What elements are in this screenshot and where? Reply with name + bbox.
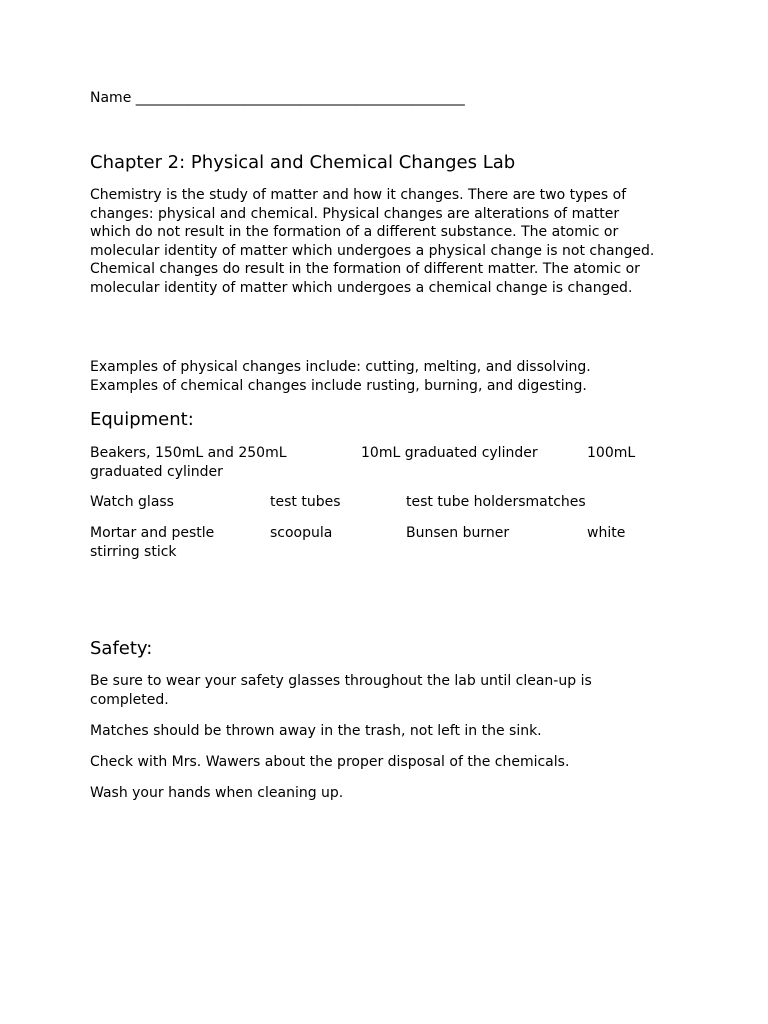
equipment-row [90, 524, 670, 564]
safety-item: Matches should be thrown away in the trash, not left in the sink. [90, 722, 542, 739]
name-blank-line: _______________________________________________ [135, 90, 465, 106]
equipment-item: Mortar and pestle [90, 525, 215, 541]
equipment-heading: Equipment: [90, 409, 194, 430]
equipment-item: test tubes [270, 494, 341, 510]
chapter-title: Chapter 2: Physical and Chemical Changes Lab [90, 152, 516, 173]
equipment-item: Watch glass [90, 494, 174, 510]
physical-examples: Examples of physical changes include: cutting, melting, and dissolving. [90, 359, 591, 375]
equipment-row [90, 444, 670, 484]
equipment-item: 100mL [587, 445, 636, 461]
equipment-item-continuation: graduated cylinder [90, 463, 223, 480]
safety-item: Wash your hands when cleaning up. [90, 784, 344, 801]
equipment-item: Bunsen burner [406, 525, 510, 541]
equipment-item: test tube holdersmatches [406, 494, 586, 510]
equipment-item: white [587, 525, 626, 541]
equipment-item: 10mL graduated cylinder [361, 445, 538, 461]
safety-item: Be sure to wear your safety glasses throughout the lab until clean-up is completed. [90, 673, 592, 708]
chemical-examples: Examples of chemical changes include rusting, burning, and digesting. [90, 377, 587, 394]
safety-list [90, 672, 670, 815]
equipment-item: scoopula [270, 525, 333, 541]
equipment-item: Beakers, 150mL and 250mL [90, 445, 287, 461]
examples-paragraph [90, 358, 670, 395]
safety-heading: Safety: [90, 638, 153, 659]
intro-paragraph: Chemistry is the study of matter and how it changes. There are two types of changes: physical and chemical. Physical changes are alterations of matter which do not result in the formation of a different substance. The atomic or molecular identity of matter which undergoes a physical change is not changed. Chemical changes do result in the formation of different matter. The atomic or molecular identity of matter which undergoes a chemical change is changed. [90, 187, 655, 296]
name-label: Name [90, 90, 132, 106]
name-field [90, 89, 650, 108]
safety-item: Check with Mrs. Wawers about the proper disposal of the chemicals. [90, 753, 570, 770]
equipment-item-continuation: stirring stick [90, 543, 177, 560]
